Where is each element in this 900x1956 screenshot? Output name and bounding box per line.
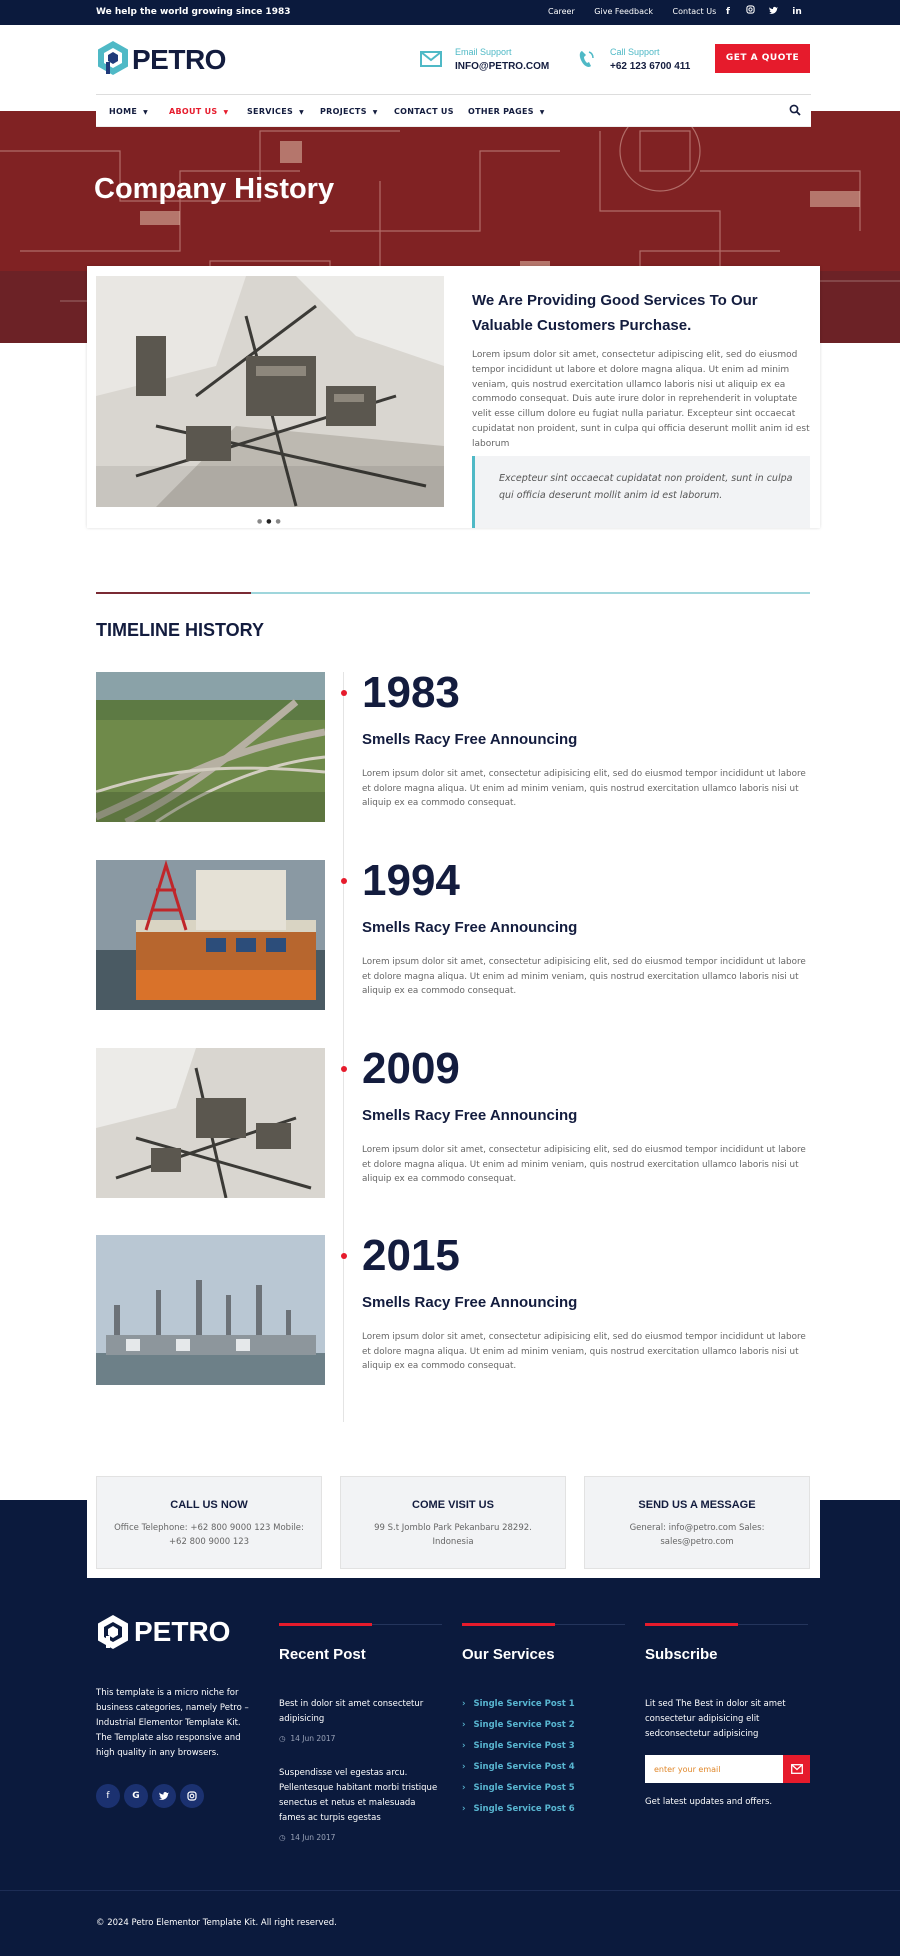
card-title: CALL US NOW bbox=[170, 1499, 248, 1511]
intro-section bbox=[87, 266, 820, 528]
service-link[interactable] bbox=[462, 1762, 575, 1772]
nav-item-about-us[interactable] bbox=[169, 107, 228, 116]
caret-down-icon: ▼ bbox=[539, 109, 545, 116]
card-text: General: info@petro.com Sales: sales@petro.com bbox=[629, 1523, 765, 1547]
top-links bbox=[548, 7, 733, 16]
phone-icon bbox=[578, 49, 596, 69]
nav-item-other-pages[interactable] bbox=[468, 107, 545, 116]
timeline-year: 1994 bbox=[362, 856, 460, 905]
nav-label: OTHER PAGES bbox=[468, 107, 534, 116]
nav-item-services[interactable] bbox=[247, 107, 304, 116]
timeline-text: Lorem ipsum dolor sit amet, consectetur adipisicing elit, sed do eiusmod tempor incididunt ut labore et dolore magna aliqua. Ut enim ad minim veniam, quis nostrud exercitation ullamco laboris nisi ut aliquip ex ea commodo consequat. bbox=[362, 957, 806, 996]
recent-post-link[interactable]: Best in dolor sit amet consectetur adipisicing bbox=[279, 1699, 424, 1724]
card-text: 99 S.t Jomblo Park Pekanbaru 28292. Indonesia bbox=[374, 1523, 532, 1547]
service-label: Single Service Post 2 bbox=[473, 1720, 575, 1730]
timeline-heading: Smells Racy Free Announcing bbox=[362, 1294, 578, 1311]
timeline-dot bbox=[341, 690, 347, 696]
service-label: Single Service Post 3 bbox=[473, 1741, 575, 1751]
contact-card-visit bbox=[340, 1476, 566, 1569]
chevron-right-icon: › bbox=[462, 1741, 466, 1751]
intro-body: Lorem ipsum dolor sit amet, consectetur adipiscing elit, sed do eiusmod tempor incididunt ut labore et dolore magna aliqua. Ut enim ad minim veniam, quis nostrud exercitation ullamco laboris nisi ut aliquip ex ea commodo consequat. Duis aute irure dolor in reprehenderit in voluptate velit esse cillum dolore eu fugiat nulla pariatur. Excepteur sint occaecat cupidatat non proident, sunt in culpa qui officia deserunt mollit anim id est laborum bbox=[472, 350, 810, 449]
search-icon[interactable] bbox=[789, 104, 801, 116]
linkedin-icon[interactable]: in bbox=[792, 7, 802, 17]
timeline-year: 2009 bbox=[362, 1044, 460, 1093]
page-title: Company History bbox=[94, 173, 335, 205]
timeline-entry bbox=[96, 668, 810, 822]
recent-post-title: Recent Post bbox=[279, 1646, 366, 1663]
clock-icon: ◷ bbox=[279, 1833, 286, 1842]
service-label: Single Service Post 1 bbox=[473, 1699, 575, 1709]
subscribe-text: Lit sed The Best in dolor sit amet consectetur adipisicing elit sedconsectetur adipisicing bbox=[645, 1699, 786, 1739]
timeline-text: Lorem ipsum dolor sit amet, consectetur adipisicing elit, sed do eiusmod tempor incididunt ut labore et dolore magna aliqua. Ut enim ad minim veniam, quis nostrud exercitation ullamco laboris nisi ut aliquip ex ea commodo consequat. bbox=[362, 769, 806, 808]
top-bar bbox=[0, 0, 900, 25]
intro-quote-text: Excepteur sint occaecat cupidatat non proident, sunt in culpa qui officia deserunt mollit anim id est laborum. bbox=[499, 473, 793, 501]
envelope-icon bbox=[791, 1764, 803, 1774]
section-divider bbox=[96, 592, 810, 594]
chevron-right-icon: › bbox=[462, 1762, 466, 1772]
subscribe-form bbox=[645, 1755, 810, 1783]
facebook-icon[interactable]: f bbox=[726, 7, 730, 17]
subscribe-note: Get latest updates and offers. bbox=[645, 1797, 773, 1807]
service-label: Single Service Post 5 bbox=[473, 1783, 575, 1793]
post-date-text: 14 Jun 2017 bbox=[290, 1734, 336, 1743]
contact-card-call bbox=[96, 1476, 322, 1569]
nav-item-projects[interactable] bbox=[320, 107, 378, 116]
caret-down-icon: ▼ bbox=[223, 109, 229, 116]
intro-heading: We Are Providing Good Services To Our Valuable Customers Purchase. bbox=[472, 292, 758, 334]
twitter-icon[interactable] bbox=[767, 5, 779, 19]
caret-down-icon: ▼ bbox=[372, 109, 378, 116]
instagram-icon[interactable] bbox=[180, 1784, 204, 1808]
get-a-quote-button[interactable]: GET A QUOTE bbox=[715, 44, 810, 73]
clock-icon: ◷ bbox=[279, 1734, 286, 1743]
recent-post-link[interactable]: Suspendisse vel egestas arcu. Pellentesque habitant morbi tristique senectus et netus et malesuada fames ac turpis egestas bbox=[279, 1768, 438, 1823]
timeline-text: Lorem ipsum dolor sit amet, consectetur adipisicing elit, sed do eiusmod tempor incididunt ut labore et dolore magna aliqua. Ut enim ad minim veniam, quis nostrud exercitation ullamco laboris nisi ut aliquip ex ea commodo consequat. bbox=[362, 1145, 806, 1184]
card-title: COME VISIT US bbox=[412, 1499, 494, 1511]
contact-card-message bbox=[584, 1476, 810, 1569]
card-text: Office Telephone: +62 800 9000 123 Mobile: +62 800 9000 123 bbox=[114, 1523, 304, 1547]
intro-quote bbox=[472, 456, 810, 528]
nav-label: HOME bbox=[109, 107, 138, 116]
services-title: Our Services bbox=[462, 1646, 555, 1663]
top-link-career[interactable]: Career bbox=[548, 7, 575, 16]
logo-hexagon-icon bbox=[96, 40, 130, 76]
timeline-entry bbox=[96, 856, 810, 1010]
caret-down-icon: ▼ bbox=[299, 109, 304, 116]
instagram-icon[interactable] bbox=[744, 5, 756, 19]
footer-about: This template is a micro niche for business categories, namely Petro – Industrial Elementor Template Kit. The Template also responsive and high quality in any browsers. bbox=[96, 1688, 249, 1758]
nav-item-home[interactable] bbox=[109, 107, 148, 116]
logo-hexagon-icon bbox=[96, 1614, 130, 1650]
top-link-feedback[interactable]: Give Feedback bbox=[594, 7, 653, 16]
timeline-dot bbox=[341, 878, 347, 884]
envelope-icon bbox=[420, 51, 442, 67]
phone-label: Call Support bbox=[610, 47, 660, 57]
quarry-photo bbox=[96, 1048, 325, 1198]
timeline-entry bbox=[96, 1231, 810, 1385]
email-label: Email Support bbox=[455, 47, 512, 57]
service-label: Single Service Post 4 bbox=[473, 1762, 575, 1772]
timeline-heading: Smells Racy Free Announcing bbox=[362, 731, 578, 748]
email-input[interactable] bbox=[645, 1755, 783, 1783]
main-navigation bbox=[96, 94, 811, 127]
chevron-right-icon: › bbox=[462, 1720, 466, 1730]
chevron-right-icon: › bbox=[462, 1783, 466, 1793]
post-date-text: 14 Jun 2017 bbox=[290, 1833, 336, 1842]
chevron-right-icon: › bbox=[462, 1804, 466, 1814]
timeline-title: TIMELINE HISTORY bbox=[96, 620, 265, 640]
oil-rig-photo bbox=[96, 860, 325, 1010]
refinery-photo bbox=[96, 1235, 325, 1385]
chevron-right-icon: › bbox=[462, 1699, 466, 1709]
nav-label: PROJECTS bbox=[320, 107, 367, 116]
post-date bbox=[279, 1734, 335, 1743]
quarry-photo bbox=[96, 276, 444, 507]
nav-item-contact-us[interactable] bbox=[394, 107, 454, 116]
service-link[interactable] bbox=[462, 1804, 575, 1814]
subscribe-button[interactable] bbox=[783, 1755, 810, 1783]
timeline-heading: Smells Racy Free Announcing bbox=[362, 919, 578, 936]
timeline-year: 1983 bbox=[362, 668, 460, 717]
google-icon[interactable]: G bbox=[124, 1784, 148, 1808]
tagline: We help the world growing since 1983 bbox=[96, 7, 291, 17]
service-link[interactable] bbox=[462, 1741, 575, 1751]
logo[interactable] bbox=[96, 40, 226, 76]
timeline-year: 2015 bbox=[362, 1231, 460, 1280]
copyright: © 2024 Petro Elementor Template Kit. All right reserved. bbox=[96, 1918, 337, 1928]
service-link[interactable] bbox=[462, 1720, 575, 1730]
caret-down-icon: ▼ bbox=[143, 109, 149, 116]
nav-label: ABOUT US bbox=[169, 107, 218, 116]
timeline-dot bbox=[341, 1253, 347, 1259]
timeline-dot bbox=[341, 1066, 347, 1072]
service-link[interactable] bbox=[462, 1699, 575, 1709]
nav-label: CONTACT US bbox=[394, 107, 454, 116]
footer-logo[interactable] bbox=[96, 1614, 231, 1650]
footer-logo-text: PETRO bbox=[134, 1616, 231, 1647]
subscribe-title: Subscribe bbox=[645, 1646, 718, 1663]
top-link-contact[interactable]: Contact Us bbox=[672, 7, 717, 16]
email-value[interactable]: INFO@PETRO.COM bbox=[455, 61, 550, 72]
twitter-icon[interactable] bbox=[152, 1784, 176, 1808]
phone-value[interactable]: +62 123 6700 411 bbox=[610, 61, 691, 72]
post-date bbox=[279, 1833, 335, 1842]
footer-divider bbox=[0, 1890, 900, 1891]
card-title: SEND US A MESSAGE bbox=[638, 1499, 756, 1511]
contact-cards bbox=[87, 1468, 820, 1578]
timeline-text: Lorem ipsum dolor sit amet, consectetur adipisicing elit, sed do eiusmod tempor incididunt ut labore et dolore magna aliqua. Ut enim ad minim veniam, quis nostrud exercitation ullamco laboris nisi ut aliquip ex ea commodo consequat. bbox=[362, 1332, 806, 1371]
service-label: Single Service Post 6 bbox=[473, 1804, 575, 1814]
nav-label: SERVICES bbox=[247, 107, 294, 116]
timeline-entry bbox=[96, 1044, 810, 1198]
service-link[interactable] bbox=[462, 1783, 575, 1793]
logo-text: PETRO bbox=[132, 44, 226, 75]
timeline-heading: Smells Racy Free Announcing bbox=[362, 1107, 578, 1124]
facebook-icon[interactable]: f bbox=[96, 1784, 120, 1808]
highway-photo bbox=[96, 672, 325, 822]
carousel-dots[interactable]: ●●● bbox=[257, 518, 285, 525]
